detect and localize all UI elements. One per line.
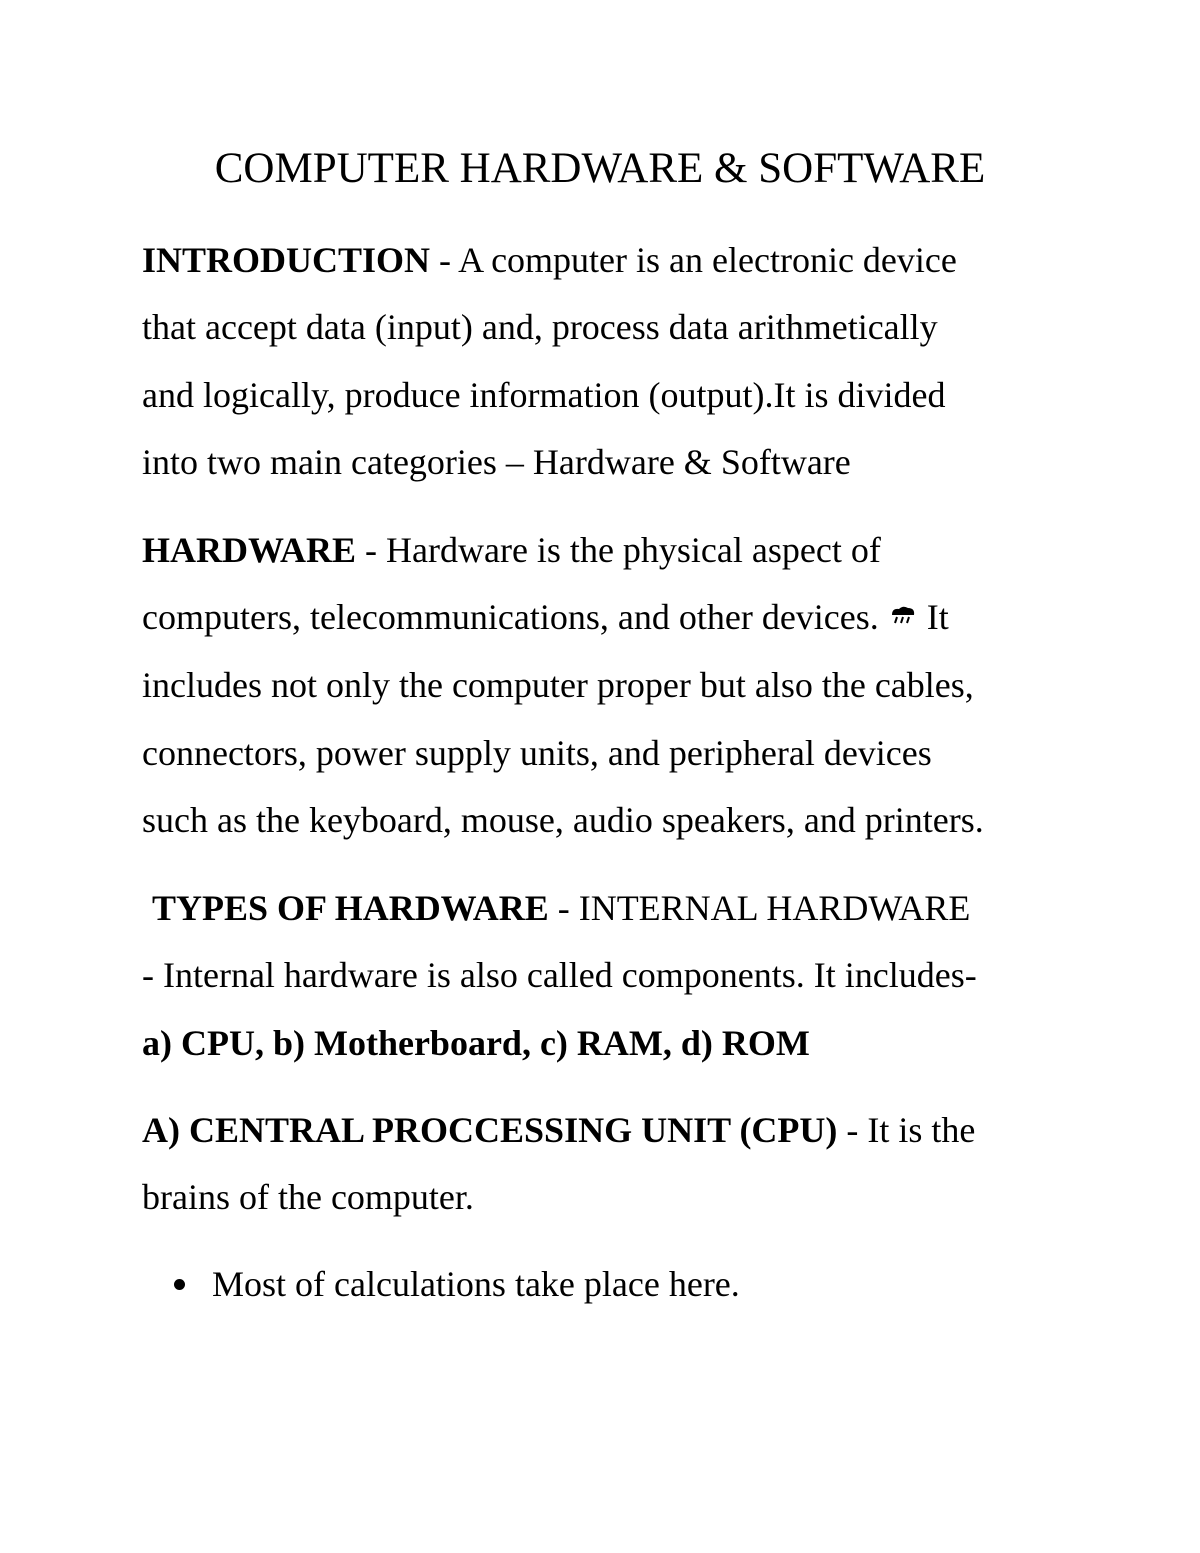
bullet-dot-icon — [174, 1279, 185, 1290]
hardware-line-2-text: computers, telecommunications, and other devices. — [142, 597, 888, 637]
intro-line-2: that accept data (input) and, process data arithmetically — [142, 307, 938, 347]
cpu-dash: - — [837, 1110, 868, 1150]
intro-line-1 — [142, 236, 957, 284]
types-components-list: a) CPU, b) Motherboard, c) RAM, d) ROM — [142, 1023, 810, 1063]
intro-line-4: into two main categories – Hardware & Software — [142, 442, 851, 482]
types-line-1 — [152, 884, 970, 932]
intro-heading: INTRODUCTION — [142, 240, 431, 280]
types-heading: TYPES OF HARDWARE — [152, 888, 549, 928]
types-text: INTERNAL HARDWARE — [578, 888, 971, 928]
cpu-heading: A) CENTRAL PROCCESSING UNIT (CPU) — [142, 1110, 838, 1150]
document-title: COMPUTER HARDWARE & SOFTWARE — [214, 145, 986, 192]
hardware-line-2-tail: It — [917, 597, 949, 637]
cpu-line-1 — [142, 1106, 975, 1154]
hardware-line-2 — [142, 593, 949, 641]
intro-text: A computer is an electronic device — [458, 240, 957, 280]
raincloud-icon — [890, 605, 916, 625]
hardware-dash: - — [356, 530, 387, 570]
hardware-heading: HARDWARE — [142, 530, 357, 570]
cpu-text: It is the — [867, 1110, 976, 1150]
types-dash: - — [548, 888, 579, 928]
hardware-line-1 — [142, 526, 881, 574]
intro-dash: - — [430, 240, 459, 280]
cpu-line-2: brains of the computer. — [142, 1177, 474, 1217]
cpu-bullet-item: Most of calculations take place here. — [212, 1264, 740, 1304]
types-line-2: - Internal hardware is also called components. It includes- — [142, 955, 977, 995]
intro-line-3: and logically, produce information (output).It is divided — [142, 375, 946, 415]
hardware-line-5: such as the keyboard, mouse, audio speakers, and printers. — [142, 800, 984, 840]
hardware-line-3: includes not only the computer proper but also the cables, — [142, 665, 974, 705]
hardware-line-4: connectors, power supply units, and peripheral devices — [142, 733, 932, 773]
hardware-text: Hardware is the physical aspect of — [386, 530, 881, 570]
